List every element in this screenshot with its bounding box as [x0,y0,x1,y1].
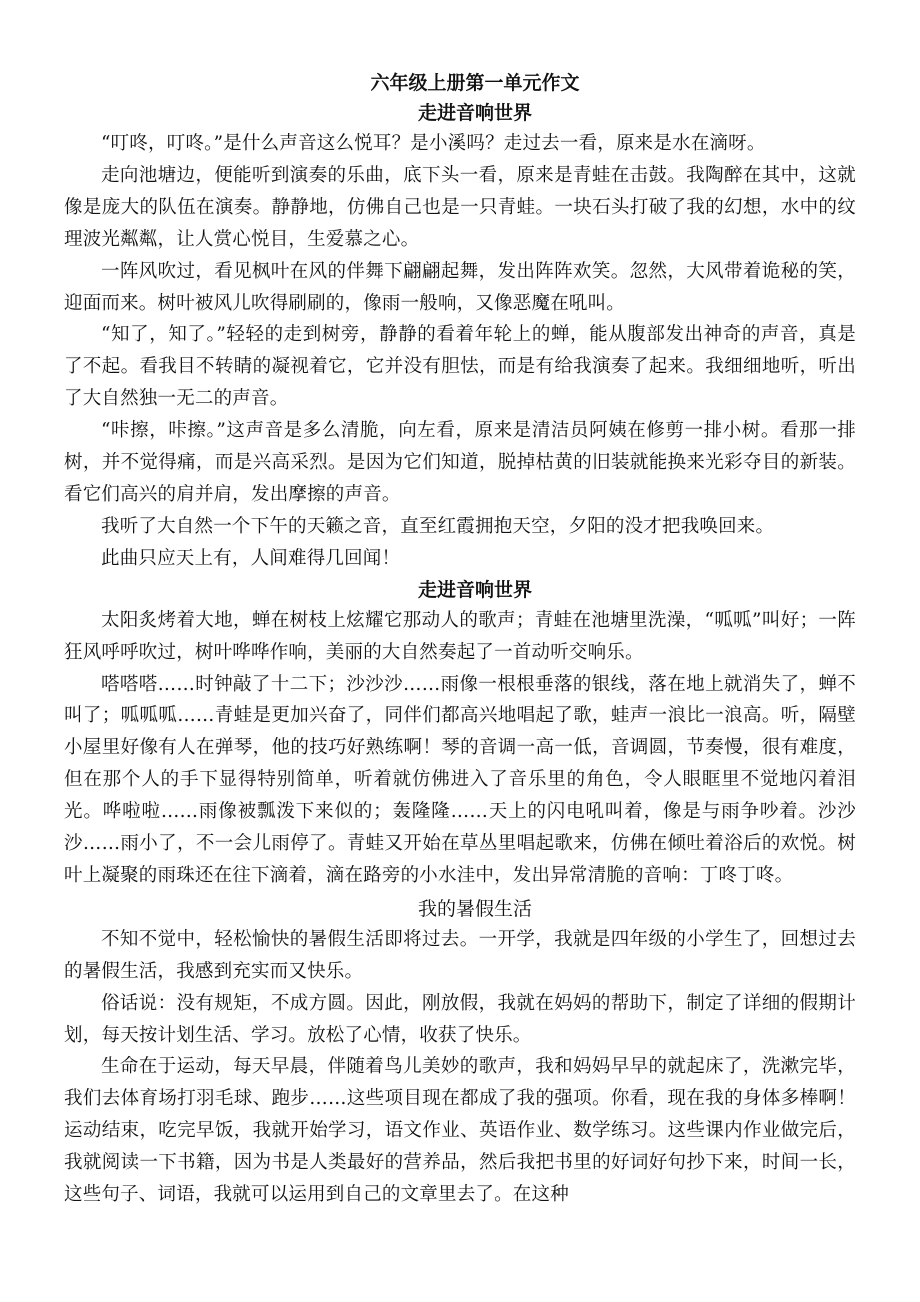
essay3-title: 我的暑假生活 [417,897,532,920]
essay2-title: 走进音响世界 [417,578,532,601]
document-title: 六年级上册第一单元作文 [370,72,580,94]
essay3-paragraph: 生命在于运动，每天早晨，伴随着鸟儿美妙的歌声，我和妈妈早早的就起床了，洗漱完毕，我们去体育场打羽毛球、跑步……这些项目现在都成了我的强项。你看，现在我的身体多棒啊！运动结束，吃完早饭，我就开始学习，语文作业、英语作业、数学练习。这些课内作业做完后，我就阅读一下书籍，因为书是人类最好的营养品，然后我把书里的好词好句抄下来，时间一长，这些句子、词语，我就可以运用到自己的文章里去了。在这种 [64,1056,856,1206]
essay1-paragraph: 一阵风吹过，看见枫叶在风的伴舞下翩翩起舞，发出阵阵欢笑。忽然，大风带着诡秘的笑，迎面而来。树叶被风儿吹得刷刷的，像雨一般响，又像恶魔在吼叫。 [64,260,856,314]
essay1-paragraph: “知了，知了。”轻轻的走到树旁，静静的看着年轮上的蝉，能从腹部发出神奇的声音，真是了不起。看我目不转睛的凝视着它，它并没有胆怯，而是有给我演奏了起来。我细细地听，听出了大自然独一无二的声音。 [64,324,856,410]
essay1-paragraph: 走向池塘边，便能听到演奏的乐曲，底下头一看，原来是青蛙在击鼓。我陶醉在其中，这就像是庞大的队伍在演奏。静静地，仿佛自己也是一只青蛙。一块石头打破了我的幻想，水中的纹理波光粼粼，让人赏心悦目，生爱慕之心。 [64,164,856,250]
essay2-paragraph: 嗒嗒嗒……时钟敲了十二下；沙沙沙……雨像一根根垂落的银线，落在地上就消失了，蝉不叫了；呱呱呱……青蛙是更加兴奋了，同伴们都高兴地唱起了歌，蛙声一浪比一浪高。听，隔壁小屋里好像有人在弹琴，他的技巧好熟练啊！琴的音调一高一低，音调圆，节奏慢，很有难度，但在那个人的手下显得特别简单，听着就仿佛进入了音乐里的角色，令人眼眶里不觉地闪着泪光。哗啦啦……雨像被瓢泼下来似的；轰隆隆……天上的闪电吼叫着，像是与雨争吵着。沙沙沙……雨小了，不一会儿雨停了。青蛙又开始在草丛里唱起歌来，仿佛在倾吐着浴后的欢悦。树叶上凝聚的雨珠还在往下滴着，滴在路旁的小水洼中，发出异常清脆的音响：丁咚丁咚。 [64,673,856,886]
document-page [64,68,856,1211]
essay1-paragraph: “叮咚，叮咚。”是什么声音这么悦耳？是小溪吗？走过去一看，原来是水在滴呀。 [101,133,766,154]
essay1-paragraph: 此曲只应天上有，人间难得几回闻！ [101,547,401,569]
essay2-paragraph: 太阳炙烤着大地，蝉在树枝上炫耀它那动人的歌声；青蛙在池塘里洗澡，“呱呱”叫好；一阵狂风呼呼吹过，树叶哗哗作响，美丽的大自然奏起了一首动听交响乐。 [64,609,856,663]
essay1-paragraph: “咔擦，咔擦。”这声音是多么清脆，向左看，原来是清洁员阿姨在修剪一排小树。看那一排树，并不觉得痛，而是兴高采烈。是因为它们知道，脱掉枯黄的旧装就能换来光彩夺目的新装。看它们高兴的肩并肩，发出摩擦的声音。 [64,420,856,505]
essay3-paragraph: 不知不觉中，轻松愉快的暑假生活即将过去。一开学，我就是四年级的小学生了，回想过去的暑假生活，我感到充实而又快乐。 [64,928,856,982]
essay1-title: 走进音响世界 [417,102,532,124]
essay1-paragraph: 我听了大自然一个下午的天籁之音，直至红霞拥抱天空，夕阳的没才把我唤回来。 [101,515,775,537]
essay3-paragraph: 俗话说：没有规矩，不成方圆。因此，刚放假，我就在妈妈的帮助下，制定了详细的假期计划，每天按计划生活、学习。放松了心情，收获了快乐。 [64,992,856,1046]
